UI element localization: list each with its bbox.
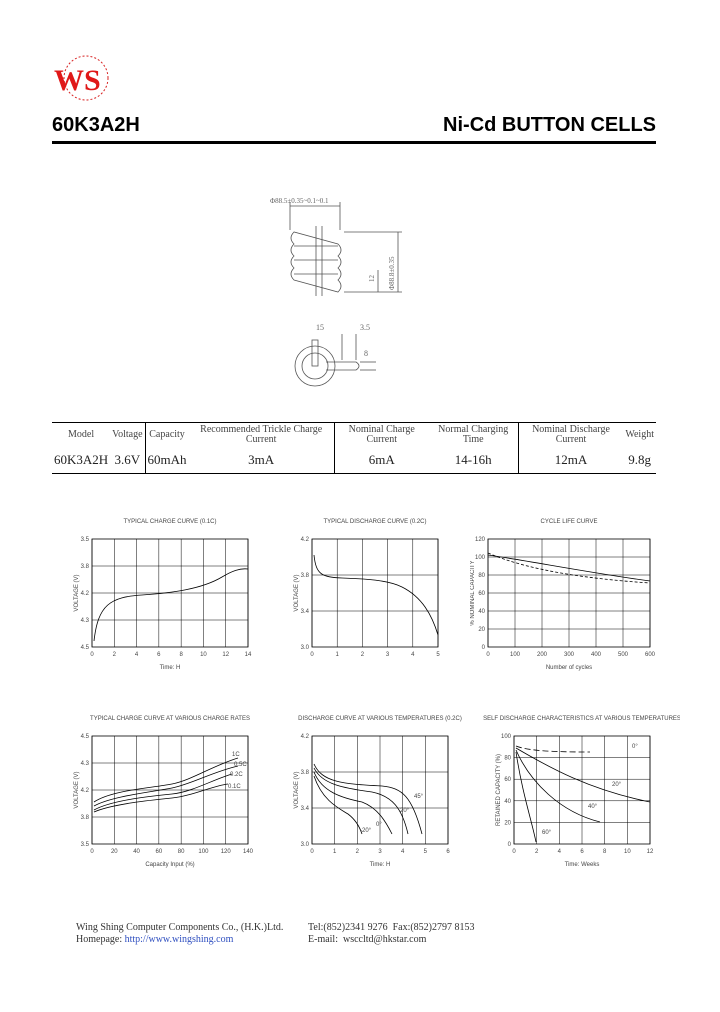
series-label: -20° [360, 828, 372, 834]
x-tick-label: 5 [436, 652, 440, 658]
series-label: 45° [414, 794, 424, 800]
chart-title: SELF DISCHARGE CHARACTERISTICS AT VARIOUS TEMPERATURES [483, 716, 680, 722]
x-tick-label: 8 [179, 652, 183, 658]
plot-frame [312, 539, 438, 647]
x-tick-label: 120 [220, 849, 231, 855]
x-tick-label: 0 [90, 849, 94, 855]
x-tick-label: 2 [112, 652, 116, 658]
tab-dimension-b: 3.5 [360, 323, 370, 332]
header-charging-time: Normal Charging Time [429, 423, 518, 448]
chart-cycle-life [470, 515, 670, 685]
y-tick-label: 80 [504, 755, 511, 762]
y-tick-label: 3.5 [80, 842, 89, 848]
x-tick-label: 4 [411, 652, 415, 658]
y-axis-label: % NOMINAL CAPACITY [470, 560, 476, 626]
header-discharge-current: Nominal Discharge Current [518, 423, 623, 448]
height-dimension: Φ88.8±0.35 [388, 256, 396, 290]
y-tick-label: 4.2 [300, 537, 309, 543]
y-tick-label: 3.0 [300, 645, 309, 651]
y-tick-label: 3.4 [300, 609, 309, 615]
value-voltage: 3.6V [110, 447, 145, 474]
series-line [94, 569, 248, 641]
logo-text: WS [54, 64, 101, 97]
header-trickle: Recommended Trickle Charge Current [189, 423, 335, 448]
chart-discharge-curve [282, 515, 462, 685]
value-capacity: 60mAh [145, 447, 189, 474]
chart-charge-curve [62, 515, 262, 685]
x-tick-label: 8 [602, 849, 607, 855]
product-title: Ni-Cd BUTTON CELLS [443, 114, 656, 136]
y-axis-label: VOLTAGE (V) [294, 771, 300, 809]
x-tick-label: 1 [332, 849, 337, 855]
y-tick-label: 3.8 [300, 573, 309, 579]
y-tick-label: 20 [478, 627, 485, 633]
series-line [516, 752, 536, 842]
y-tick-label: 4.3 [80, 618, 89, 624]
y-tick-label: 0 [507, 842, 511, 848]
y-tick-label: 3.0 [300, 842, 309, 848]
x-tick-label: 3 [385, 652, 390, 658]
x-tick-label: 2 [355, 849, 360, 855]
header-model: Model [52, 423, 110, 448]
x-tick-label: 14 [244, 652, 252, 658]
y-tick-label: 3.8 [300, 770, 309, 776]
side-dimension: 12 [368, 275, 376, 282]
x-axis-label: Capacity Input (%) [145, 862, 195, 868]
y-tick-label: 4.2 [80, 788, 89, 794]
y-tick-label: 100 [474, 555, 485, 561]
value-model: 60K3A2H [52, 447, 110, 474]
footer-left [76, 922, 283, 946]
x-tick-label: 1 [335, 652, 339, 658]
series-label: 40° [588, 804, 598, 810]
homepage-link[interactable]: http://www.wingshing.com [124, 934, 234, 945]
y-tick-label: 3.4 [300, 806, 309, 812]
chart-title: TYPICAL DISCHARGE CURVE (0.2C) [323, 519, 427, 525]
technical-drawing [260, 190, 420, 400]
x-tick-label: 5 [423, 849, 428, 855]
header-charge-current: Nominal Charge Current [334, 423, 428, 448]
chart-discharge-temps [282, 712, 462, 887]
company-logo [50, 52, 124, 106]
x-tick-label: 60 [155, 849, 163, 855]
x-tick-label: 0 [486, 652, 490, 658]
x-tick-label: 12 [646, 849, 654, 855]
top-dimension: Φ88.5±0.35~0.1~0.1 [270, 197, 329, 205]
y-axis-label: VOLTAGE (V) [294, 574, 300, 612]
series-line [516, 746, 590, 752]
x-tick-label: 0 [512, 849, 516, 855]
header-voltage: Voltage [110, 423, 145, 448]
x-tick-label: 4 [557, 849, 562, 855]
chart-charge-rates [62, 712, 272, 887]
series-line [314, 776, 362, 834]
x-axis-label: Time: Weeks [564, 862, 600, 868]
x-tick-label: 6 [580, 849, 584, 855]
x-tick-label: 300 [563, 652, 575, 658]
company-name: Wing Shing Computer Components Co., (H.K.)Ltd. [76, 922, 284, 933]
x-tick-label: 140 [242, 849, 254, 855]
series-line [94, 774, 232, 810]
y-tick-label: 40 [478, 609, 485, 615]
y-axis-label: RETAINED CAPACITY (%) [496, 753, 502, 827]
y-tick-label: 20 [504, 820, 511, 827]
series-label: 0.5C [234, 762, 247, 768]
y-tick-label: 3.8 [80, 564, 89, 570]
series-line [314, 555, 438, 635]
value-discharge-current: 12mA [518, 447, 623, 474]
y-axis-label: VOLTAGE (V) [74, 574, 80, 612]
value-trickle: 3mA [189, 447, 335, 474]
x-tick-label: 10 [623, 849, 631, 855]
y-tick-label: 40 [504, 798, 511, 805]
x-tick-label: 0 [90, 652, 94, 658]
x-axis-label: Time: H [159, 665, 181, 671]
y-tick-label: 120 [474, 537, 485, 543]
chart-title: TYPICAL CHARGE CURVE (0.1C) [123, 519, 217, 525]
y-tick-label: 3.5 [80, 537, 89, 543]
chart-title: DISCHARGE CURVE AT VARIOUS TEMPERATURES (0.2C) [298, 716, 462, 722]
email[interactable]: wsccltd@hkstar.com [343, 934, 427, 945]
x-tick-label: 12 [222, 652, 230, 658]
series-label: 0.1C [228, 784, 241, 790]
series-label: 0° [376, 822, 382, 828]
footer-right [308, 922, 475, 946]
x-tick-label: 2 [360, 652, 365, 658]
series-label: 0° [632, 744, 638, 750]
series-label: 60° [542, 830, 552, 836]
x-tick-label: 6 [157, 652, 161, 658]
tab-dimension-c: 8 [364, 349, 368, 358]
x-tick-label: 10 [200, 652, 207, 658]
series-line [94, 766, 238, 806]
y-tick-label: 60 [478, 591, 485, 597]
value-charging-time: 14-16h [429, 447, 518, 474]
y-tick-label: 80 [478, 573, 485, 579]
y-tick-label: 4.2 [300, 734, 309, 740]
series-label: 0.2C [230, 772, 243, 778]
x-tick-label: 0 [310, 652, 314, 658]
y-tick-label: 4.2 [80, 591, 89, 597]
y-axis-label: VOLTAGE (V) [74, 771, 80, 809]
header-weight: Weight [623, 423, 656, 448]
chart-title: TYPICAL CHARGE CURVE AT VARIOUS CHARGE RATES [90, 716, 250, 722]
x-tick-label: 600 [644, 652, 656, 658]
x-tick-label: 100 [198, 849, 209, 855]
header-capacity: Capacity [145, 423, 189, 448]
x-tick-label: 6 [446, 849, 450, 855]
x-tick-label: 4 [400, 849, 405, 855]
series-label: 1C [232, 752, 240, 758]
x-tick-label: 400 [590, 652, 602, 658]
x-tick-label: 100 [509, 652, 521, 658]
chart-self-discharge [470, 712, 680, 887]
y-tick-label: 4.3 [80, 761, 89, 767]
value-weight: 9.8g [623, 447, 656, 474]
x-tick-label: 500 [617, 652, 629, 658]
x-tick-label: 0 [310, 849, 314, 855]
series-line [516, 748, 650, 802]
x-tick-label: 40 [133, 849, 140, 855]
tel: Tel:(852)2341 9276 [308, 922, 388, 933]
y-tick-label: 3.8 [80, 815, 89, 821]
x-tick-label: 2 [534, 849, 539, 855]
x-axis-label: Time: H [369, 862, 391, 868]
y-tick-label: 0 [481, 645, 485, 651]
model-title: 60K3A2H [52, 114, 140, 136]
y-tick-label: 100 [500, 734, 511, 740]
homepage-label: Homepage: [76, 934, 123, 945]
email-label: E-mail: [308, 934, 338, 945]
x-tick-label: 4 [134, 652, 139, 658]
series-line [314, 764, 422, 834]
y-tick-label: 60 [504, 777, 511, 784]
chart-title: CYCLE LIFE CURVE [540, 519, 598, 525]
spec-table [52, 422, 656, 474]
fax: Fax:(852)2797 8153 [392, 922, 475, 933]
series-label: 20° [612, 782, 622, 788]
series-label: 20° [400, 808, 410, 814]
x-tick-label: 20 [110, 849, 118, 855]
y-tick-label: 4.5 [80, 645, 89, 651]
x-tick-label: 80 [177, 849, 185, 855]
tab-dimension-a: 15 [316, 323, 324, 332]
x-axis-label: Number of cycles [545, 665, 593, 671]
header-rule [52, 141, 656, 144]
value-charge-current: 6mA [334, 447, 428, 474]
y-tick-label: 4.5 [80, 734, 89, 740]
x-tick-label: 200 [536, 652, 548, 658]
x-tick-label: 3 [378, 849, 382, 855]
